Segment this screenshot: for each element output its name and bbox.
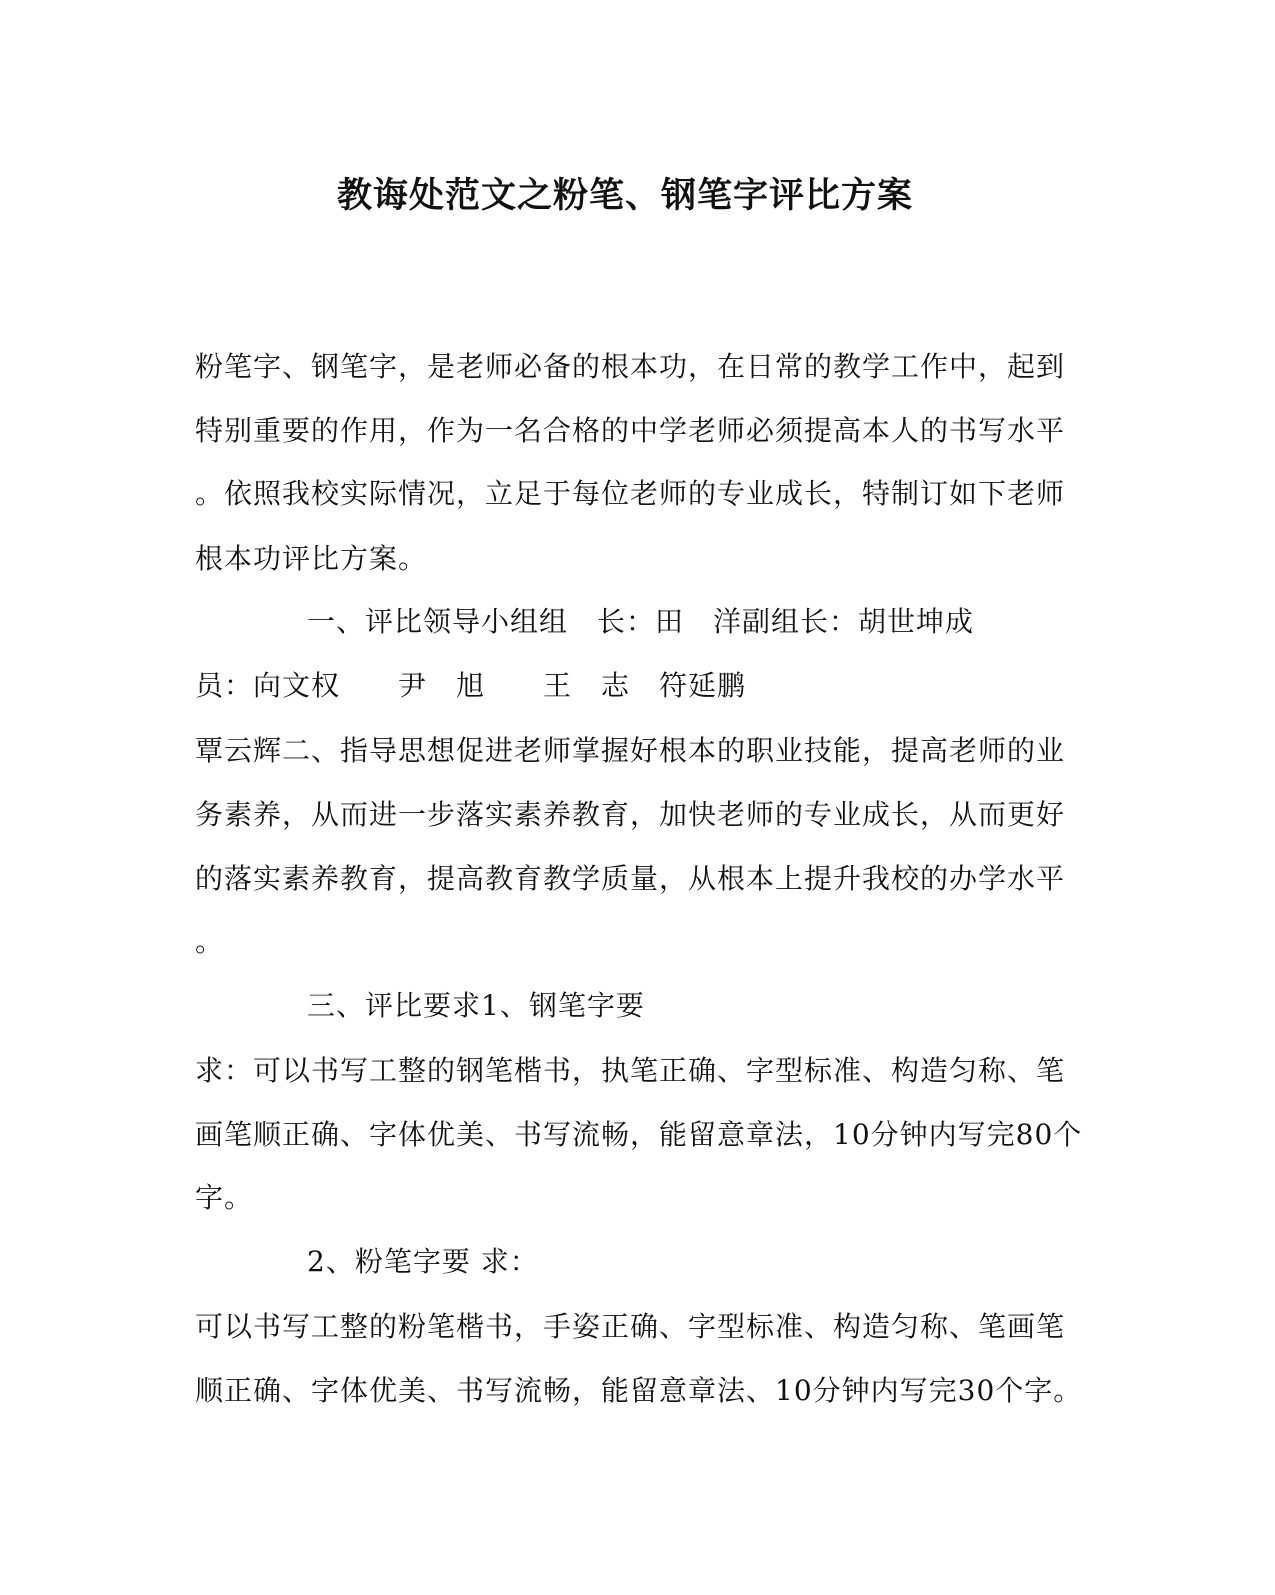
paragraph-line-10: 。 [195, 925, 225, 958]
paragraph-line-8: 务素养，从而进一步落实素养教育，加快老师的专业成长，从而更好 [195, 798, 1066, 831]
paragraph-line-14: 字。 [195, 1181, 254, 1214]
paragraph-line-9: 的落实素养教育，提高教育教学质量，从根本上提升我校的办学水平 [195, 862, 1066, 895]
paragraph-line-6: 员：向文权 尹 旭 王 志 符延鹏 [195, 669, 747, 702]
document-title: 教诲处范文之粉笔、钢笔字评比方案 [336, 175, 913, 216]
paragraph-line-17: 顺正确、字体优美、书写流畅，能留意章法、10分钟内写完30个字。 [195, 1374, 1083, 1407]
paragraph-line-2: 特别重要的作用，作为一名合格的中学老师必须提高本人的书写水平 [195, 414, 1066, 447]
paragraph-line-12: 求：可以书写工整的钢笔楷书，执笔正确、字型标准、构造匀称、笔 [195, 1054, 1066, 1087]
section-heading-3: 三、评比要求1、钢笔字要 [307, 989, 645, 1022]
section-heading-1: 一、评比领导小组组 长：田 洋副组长：胡世坤成 [307, 605, 975, 638]
paragraph-line-13: 画笔顺正确、字体优美、书写流畅，能留意章法，10分钟内写完80个 [195, 1118, 1083, 1151]
paragraph-line-3: 。依照我校实际情况，立足于每位老师的专业成长，特制订如下老师 [195, 477, 1066, 510]
paragraph-line-4: 根本功评比方案。 [195, 542, 428, 575]
subsection-heading-2: 2、粉笔字要 求： [307, 1245, 539, 1278]
paragraph-line-1: 粉笔字、钢笔字，是老师必备的根本功，在日常的教学工作中，起到 [195, 350, 1066, 383]
paragraph-line-16: 可以书写工整的粉笔楷书，手姿正确、字型标准、构造匀称、笔画笔 [195, 1310, 1066, 1343]
paragraph-line-7: 覃云辉二、指导思想促进老师掌握好根本的职业技能，提高老师的业 [195, 734, 1066, 767]
